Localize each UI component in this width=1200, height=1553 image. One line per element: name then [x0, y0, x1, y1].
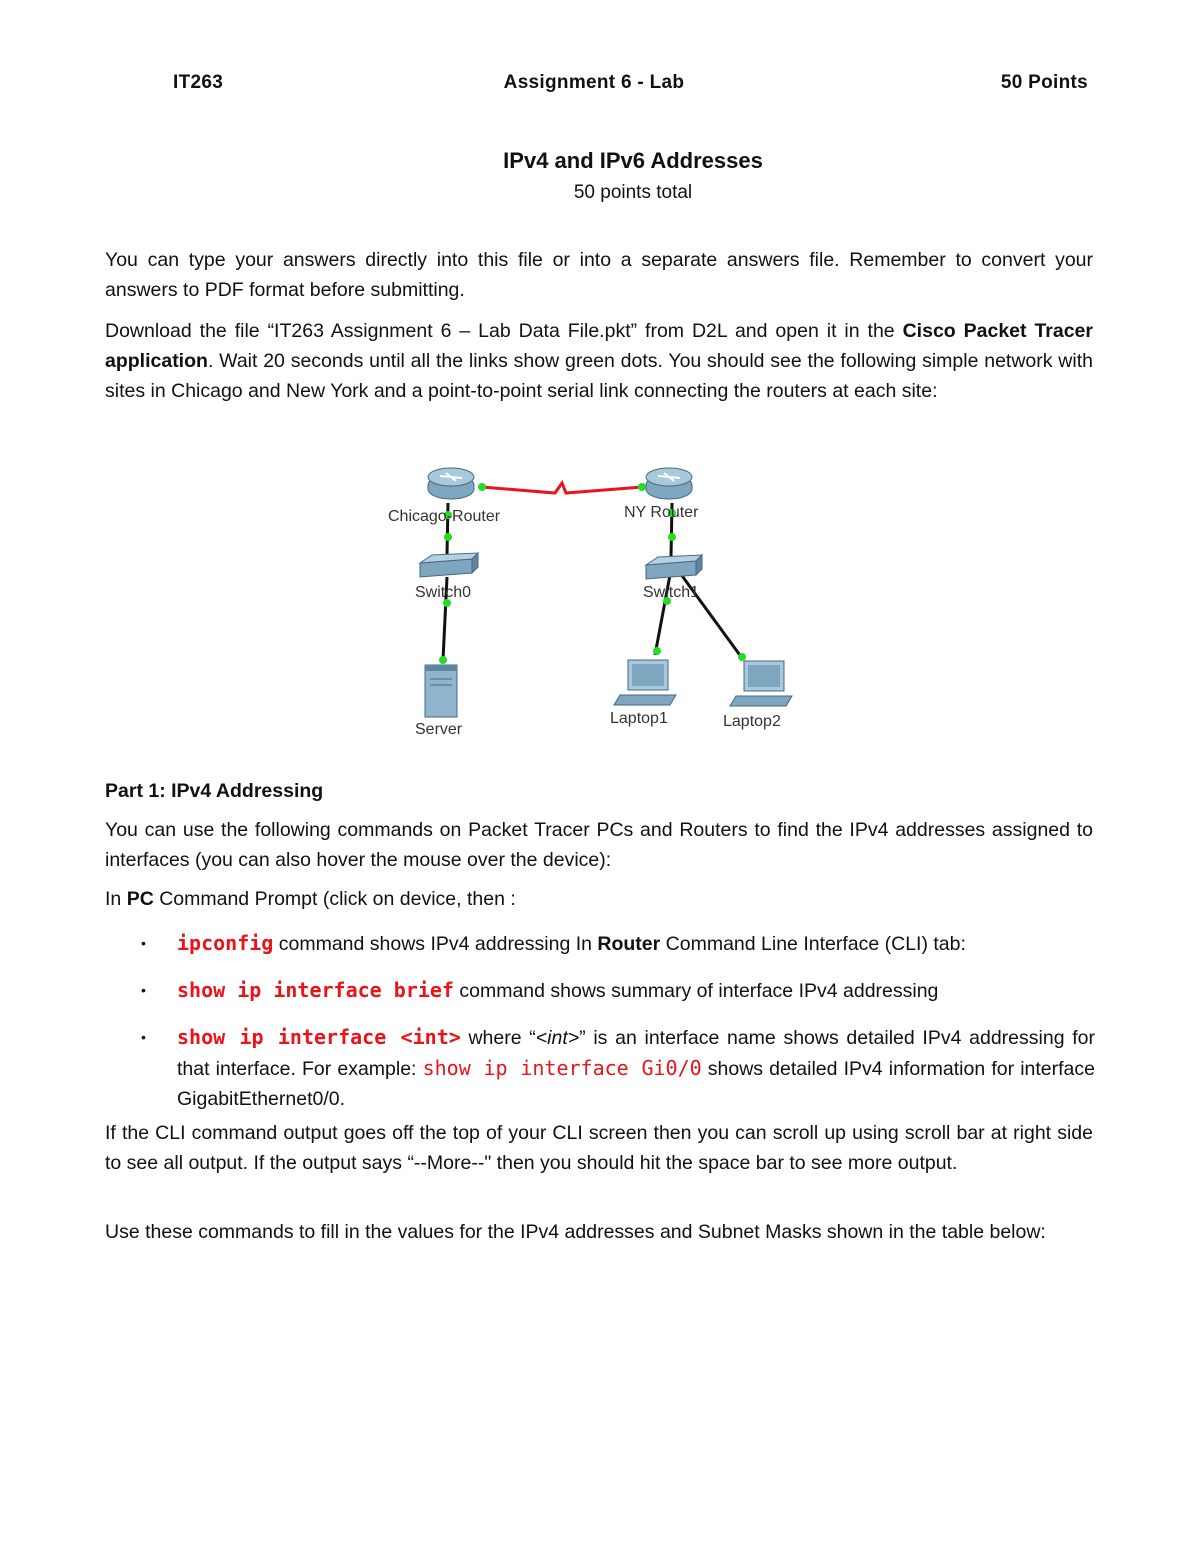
p4-text-a: In [105, 888, 127, 910]
label-chicago-router: Chicago-Router [388, 508, 501, 525]
page-header [0, 72, 1200, 100]
bullet-text: ” is an interface name shows detailed IPv4 addressing for that interface. For example: [177, 1027, 1095, 1080]
list-item [105, 1022, 1095, 1114]
bullet-glyph: • [141, 935, 146, 951]
bullet-text: shows detailed IPv4 information for interface GigabitEthernet0/0. [177, 1058, 1095, 1110]
label-laptop2: Laptop2 [723, 713, 781, 730]
laptop2-icon [730, 661, 792, 706]
server-icon [425, 665, 457, 717]
bullet-text: Command Line Interface (CLI) tab: [660, 933, 966, 955]
command-show-ip-int-brief: show ip interface brief [177, 978, 454, 1002]
bullet-glyph: • [141, 982, 146, 998]
command-ipconfig: ipconfig [177, 931, 274, 955]
intro-p2-text-c: . Wait 20 seconds until all the links show green dots. You should see the following simple network with sites in Chicago and New York and a point-to-point serial link connecting the routers at each site: [105, 350, 1093, 402]
command-list [105, 928, 1095, 1130]
p4-pc: PC [126, 888, 154, 910]
list-item [105, 928, 1095, 959]
bullet-glyph: • [141, 1029, 146, 1045]
bullet-text: command shows IPv4 addressing In [273, 933, 598, 955]
part1-paragraph-1: You can use the following commands on Packet Tracer PCs and Routers to find the IPv4 addresses assigned to interfaces (you can also hover the mouse over the device): [105, 819, 1093, 871]
title-block [0, 148, 1200, 204]
part1-heading: Part 1: IPv4 Addressing [105, 780, 324, 802]
intro-p2-text-a: Download the file “IT263 Assignment 6 – Lab Data File.pkt” from D2L and open it in the [105, 320, 903, 342]
intro-paragraph-2 [105, 316, 1093, 406]
bullet-text: where “ [460, 1027, 536, 1049]
label-server: Server [415, 721, 463, 738]
label-switch0: Switch0 [415, 584, 472, 601]
command-example: show ip interface Gi0/0 [422, 1056, 702, 1080]
label-ny-router: NY Router [624, 504, 699, 521]
label-switch1: Switch1 [643, 584, 700, 601]
label-laptop1: Laptop1 [610, 710, 668, 727]
link-dot [444, 533, 452, 541]
bullet-text: command shows summary of interface IPv4 addressing [453, 980, 939, 1002]
part1-paragraph-4: Use these commands to fill in the values for the IPv4 addresses and Subnet Masks shown in the table below: [105, 1221, 1046, 1243]
intro-paragraph-1: You can type your answers directly into this file or into a separate answers file. Remember to convert your answers to PDF format before submitting. [105, 249, 1093, 301]
link-dot [439, 656, 447, 664]
command-show-ip-int: show ip interface <int> [177, 1025, 461, 1049]
header-course: IT263 [173, 72, 224, 93]
document-subtitle: 50 points total [573, 182, 693, 203]
laptop1-icon [614, 660, 676, 705]
switch1-icon [646, 555, 702, 579]
switch0-icon [420, 553, 478, 577]
link-dot [478, 483, 486, 491]
link-dot [668, 533, 676, 541]
part1-paragraph-2 [105, 884, 1093, 914]
part1-paragraph-3: If the CLI command output goes off the top of your CLI screen then you can scroll up using scroll bar at right side to see all output. If the output says “--More--" then you should hit the space bar to see more output. [105, 1122, 1093, 1174]
bullet-router: Router [597, 933, 661, 955]
bullet-int: <int> [535, 1027, 580, 1049]
p4-text-c: Command Prompt (click on device, then : [153, 888, 516, 910]
link-dot [638, 483, 646, 491]
serial-link [482, 483, 642, 493]
intro-p2-app-name: Cisco Packet Tracer application [105, 320, 1093, 372]
document-title: IPv4 and IPv6 Addresses [503, 148, 763, 173]
network-diagram [380, 455, 820, 755]
chicago-router-icon [428, 468, 474, 499]
ny-router-icon [646, 468, 692, 499]
list-item [105, 975, 1095, 1006]
header-points: 50 Points [1000, 72, 1088, 93]
link-dot [653, 647, 661, 655]
link-dot [738, 653, 746, 661]
header-assignment: Assignment 6 - Lab [503, 72, 685, 93]
